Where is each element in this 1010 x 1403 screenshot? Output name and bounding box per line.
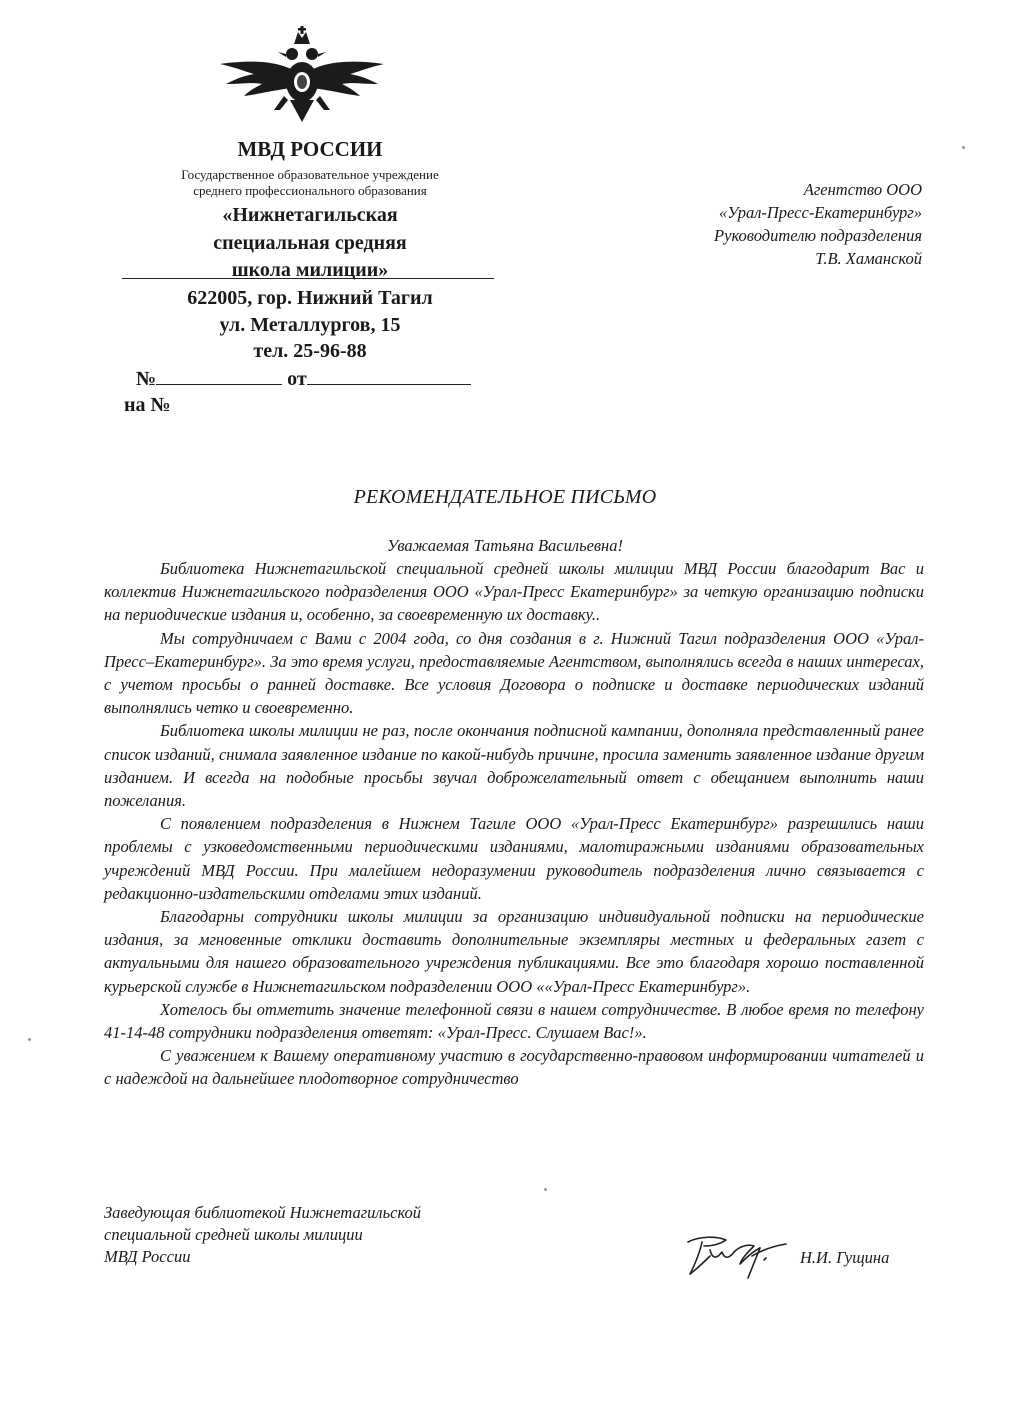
number-blank (156, 366, 282, 385)
letter-body (104, 557, 924, 1091)
paragraph-5: Благодарны сотрудники школы милиции за организацию индивидуальной подписки на периодические издания, за мгновенные отклики доставить дополнительные экземпляры местных и федеральных газет с актуальными для нашего образовательного учреждения публикациями. Все это благодаря хорошо поставленной курьерской службе в Нижнетагильском подразделении ООО ««Урал-Пресс Екатеринбург». (104, 907, 924, 996)
registration-line (136, 366, 471, 391)
address-line-1: 622005, гор. Нижний Тагил (187, 287, 433, 309)
paragraph-1: Библиотека Нижнетагильской специальной средней школы милиции МВД России благодарит Вас и коллектив Нижнетагильского подразделения ООО «Урал-Пресс Екатеринбург» за четкую организацию подписки на периодические издания и, особенно, за своевременную их доставку.. (104, 559, 924, 625)
org-subtitle-2: среднего профессионального образования (193, 183, 427, 198)
phone-line: тел. 25-96-88 (253, 340, 367, 362)
addressee-line-1: Агентство ООО (803, 180, 922, 199)
addressee-block (600, 178, 922, 270)
signatory-name: Н.И. Гущина (800, 1248, 890, 1267)
scan-speck (962, 146, 965, 149)
school-name-line-3: школа милиции» (231, 259, 389, 281)
paragraph-4: С появлением подразделения в Нижнем Тагиле ООО «Урал-Пресс Екатеринбург» разрешились наши проблемы с узковедомственными периодическими изданиями, малотиражными изданиями образовательных учреждений МВД России. При малейшем недоразумении руководитель подразделения лично связывается с редакционно-издательскими отделами этих изданий. (104, 814, 924, 903)
reply-to-line: на № (124, 394, 171, 416)
org-name: МВД РОССИИ (237, 137, 383, 161)
paragraph-6: Хотелось бы отметить значение телефонной связи в нашем сотрудничестве. В любое время по телефону 41-14-48 сотрудники подразделения ответят: «Урал-Пресс. Слушаем Вас!». (104, 999, 924, 1043)
paragraph-3: Библиотека школы милиции не раз, после окончания подписной кампании, дополняла представленный ранее список изданий, снимала заявленное издание по какой-нибудь причине, просила заменить заявленное издание другим изданием. И всегда на подобные просьбы звучал доброжелательный ответ с обещанием выполнить наши пожелания. (104, 721, 924, 811)
org-subtitle-1: Государственное образовательное учреждение (181, 167, 439, 182)
number-label: № (136, 368, 157, 390)
school-name-line-2: специальная средняя (213, 232, 407, 254)
handwritten-signature (682, 1228, 794, 1280)
addressee-line-4: Т.В. Хаманской (815, 249, 922, 268)
scan-speck (28, 1038, 31, 1041)
paragraph-2: Мы сотрудничаем с Вами с 2004 года, со дня создания в г. Нижний Тагил подразделения ООО «Урал-Пресс–Екатеринбург». За это время услуги, предоставляемые Агентством, выполнялись всегда в наших интересах, с учетом просьбы о ранней доставке. Все условия Договора о подписке и доставке периодических изданий выполнялись четко и своевременно. (104, 628, 924, 718)
signatory-position (104, 1202, 524, 1268)
position-line-2: специальной средней школы милиции (104, 1225, 363, 1244)
double-headed-eagle-emblem (218, 24, 386, 124)
letter-title: РЕКОМЕНДАТЕЛЬНОЕ ПИСЬМО (353, 486, 657, 508)
from-label: от (287, 368, 307, 390)
greeting: Уважаемая Татьяна Васильевна! (386, 536, 623, 555)
position-line-3: МВД России (104, 1247, 191, 1266)
addressee-line-2: «Урал-Пресс-Екатеринбург» (719, 203, 922, 222)
scan-speck (544, 1188, 547, 1191)
position-line-1: Заведующая библиотекой Нижнетагильской (104, 1203, 422, 1222)
paragraph-7: С уважением к Вашему оперативному участию в государственно-правовом информировании читателей и с надеждой на дальнейшее плодотворное сотрудничество (104, 1046, 924, 1089)
school-name-line-1: «Нижнетагильская (222, 204, 398, 226)
addressee-line-3: Руководителю подразделения (714, 226, 922, 245)
letterhead-rule (122, 278, 494, 279)
date-blank (307, 366, 471, 385)
address-line-2: ул. Металлургов, 15 (219, 314, 401, 336)
